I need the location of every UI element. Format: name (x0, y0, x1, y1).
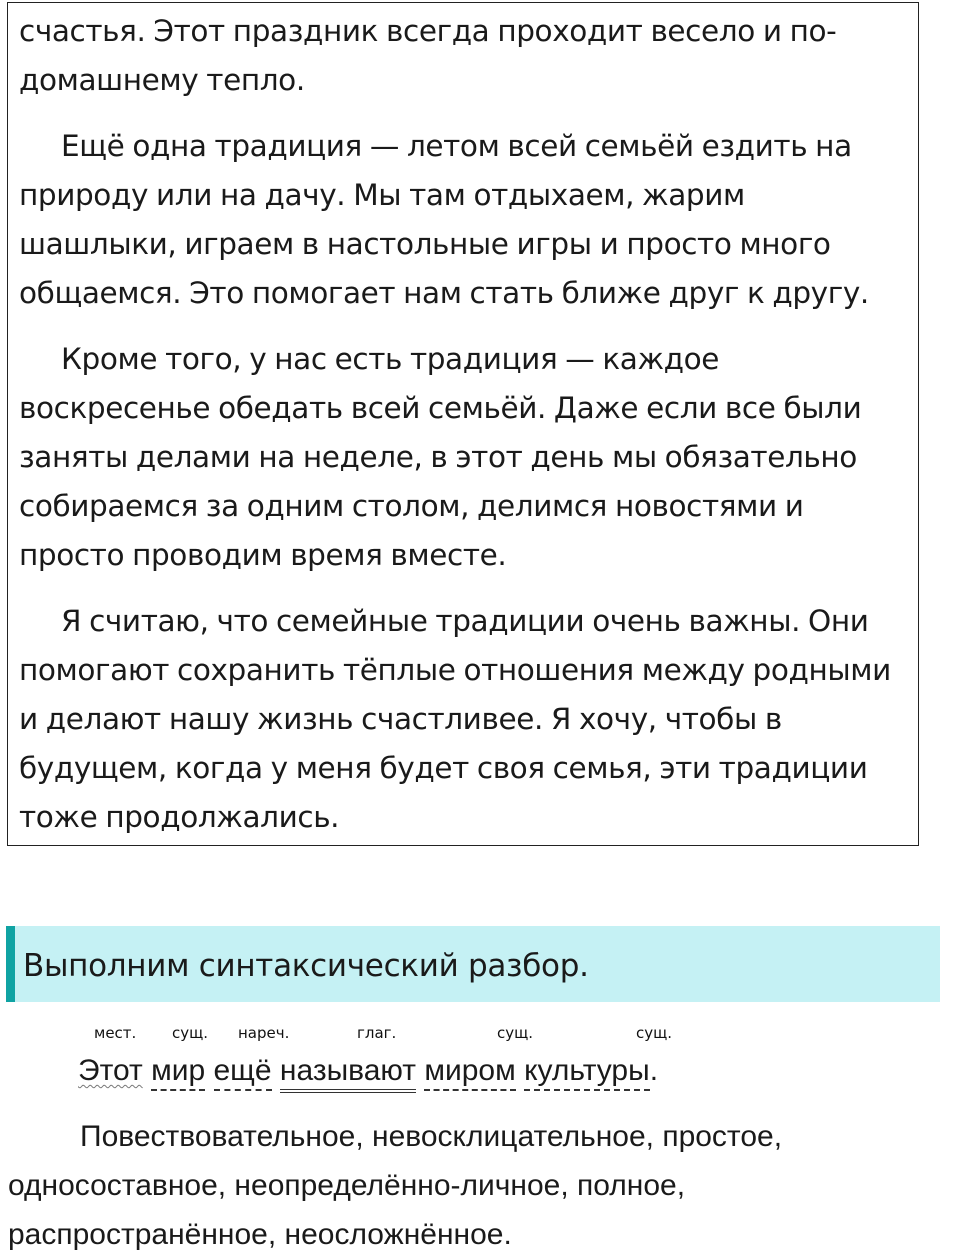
pos-tag: сущ. (497, 1024, 534, 1042)
sentence-end-punct: . (649, 1054, 659, 1087)
pos-tag: глаг. (357, 1024, 397, 1042)
essay-paragraph: Кроме того, у нас есть традиция — каждое воскресенье обедать всей семьёй. Даже если все были заняты делами на неделе, в этот день мы обязательно собираемся за одним столом, делимся новостями и просто проводим время вместе. (19, 342, 862, 572)
sentence-word-object: мир (151, 1053, 205, 1091)
sentence-word-subject-modifier: Этот (78, 1054, 143, 1087)
essay-paragraph: Я считаю, что семейные традиции очень важны. Они помогают сохранить тёплые отношения между родными и делают нашу жизнь счастливее. Я хочу, чтобы в будущем, когда у меня будет своя семья, эти традиции тоже продолжались. (19, 604, 891, 834)
pos-tag: сущ. (172, 1024, 209, 1042)
sentence-word-predicate: называют (280, 1053, 416, 1093)
essay-text-box (7, 2, 919, 846)
sentence-word-modifier: культуры (524, 1053, 650, 1091)
parsed-sentence (78, 1050, 658, 1093)
pos-tag: сущ. (636, 1024, 673, 1042)
essay-paragraph: Ещё одна традиция — летом всей семьёй ездить на природу или на дачу. Мы там отдыхаем, жарим шашлыки, играем в настольные игры и просто много общаемся. Это помогает нам стать ближе друг к другу. (19, 129, 869, 310)
pos-tag: нареч. (238, 1024, 290, 1042)
pos-tag: мест. (94, 1024, 137, 1042)
sentence-word-object: миром (424, 1053, 515, 1091)
task-heading: Выполним синтаксический разбор. (23, 948, 589, 984)
sentence-word-adverbial: ещё (214, 1053, 272, 1091)
sentence-analysis: Повествовательное, невосклицательное, простое, односоставное, неопределённо-личное, полное, распространённое, неосложнённое. (8, 1120, 783, 1251)
essay-paragraph: счастья. Этот праздник всегда проходит весело и по-домашнему тепло. (19, 14, 837, 97)
task-heading-bar (6, 926, 940, 1002)
